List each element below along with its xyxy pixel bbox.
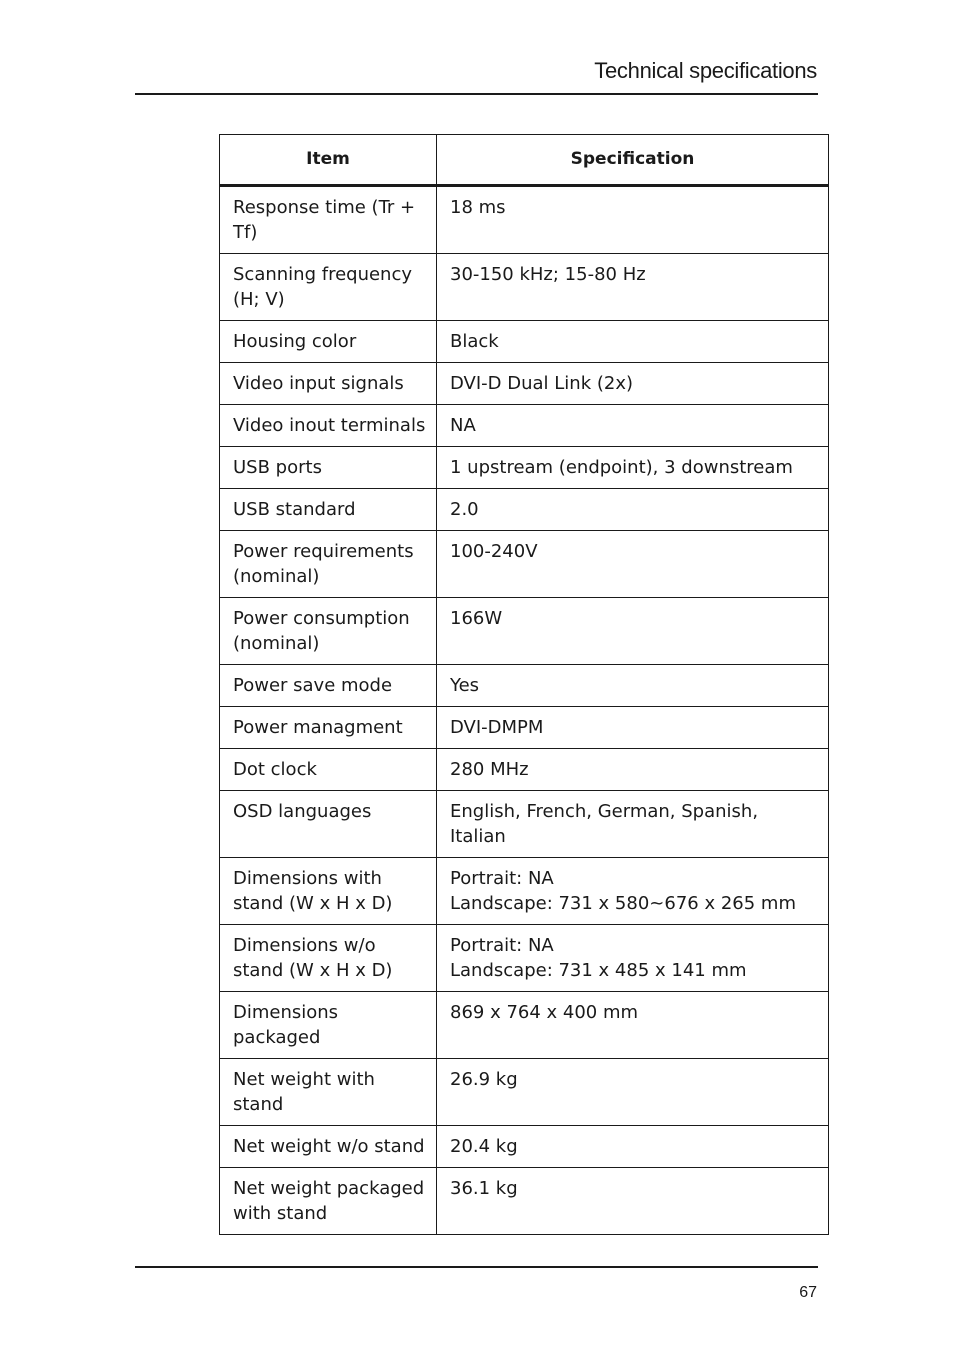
specification-cell bbox=[437, 992, 829, 1059]
table-row bbox=[220, 749, 829, 791]
specification-line: DVI-D Dual Link (2x) bbox=[450, 373, 633, 394]
specification-line: Black bbox=[450, 331, 499, 352]
item-cell: Video input signals bbox=[220, 363, 437, 405]
table-row bbox=[220, 1126, 829, 1168]
item-cell: Dimensions packaged bbox=[220, 992, 437, 1059]
specifications-table bbox=[219, 134, 829, 1235]
page-number: 67 bbox=[799, 1284, 817, 1301]
footer-rule bbox=[135, 1266, 818, 1268]
specification-cell bbox=[437, 405, 829, 447]
specification-line: 30-150 kHz; 15-80 Hz bbox=[450, 264, 646, 285]
specification-cell bbox=[437, 925, 829, 992]
specification-line: NA bbox=[450, 415, 476, 436]
item-cell: Video inout terminals bbox=[220, 405, 437, 447]
specification-line: 280 MHz bbox=[450, 759, 529, 780]
specification-line: 166W bbox=[450, 608, 503, 629]
specification-cell bbox=[437, 321, 829, 363]
table-row bbox=[220, 925, 829, 992]
table-row bbox=[220, 447, 829, 489]
table-row bbox=[220, 1059, 829, 1126]
specification-line: English, French, German, Spanish, Italian bbox=[450, 801, 759, 847]
specification-cell bbox=[437, 707, 829, 749]
item-cell: USB standard bbox=[220, 489, 437, 531]
specification-line: 26.9 kg bbox=[450, 1069, 518, 1090]
table-row bbox=[220, 254, 829, 321]
specification-cell bbox=[437, 665, 829, 707]
item-cell: Net weight with stand bbox=[220, 1059, 437, 1126]
specification-cell bbox=[437, 186, 829, 254]
table-row bbox=[220, 707, 829, 749]
item-cell: Housing color bbox=[220, 321, 437, 363]
specification-line: Yes bbox=[450, 675, 480, 696]
specification-line: Landscape: 731 x 485 x 141 mm bbox=[450, 960, 747, 981]
specification-cell bbox=[437, 363, 829, 405]
specification-cell bbox=[437, 254, 829, 321]
table-row bbox=[220, 858, 829, 925]
specification-line: Portrait: NA bbox=[450, 868, 554, 889]
specification-line: 36.1 kg bbox=[450, 1178, 518, 1199]
column-header-item: Item bbox=[220, 135, 437, 186]
item-cell: Net weight w/o stand bbox=[220, 1126, 437, 1168]
table-row bbox=[220, 363, 829, 405]
item-cell: USB ports bbox=[220, 447, 437, 489]
table-row bbox=[220, 186, 829, 254]
specification-cell bbox=[437, 791, 829, 858]
specification-cell bbox=[437, 531, 829, 598]
specification-line: 18 ms bbox=[450, 197, 506, 218]
table-row bbox=[220, 598, 829, 665]
table-row bbox=[220, 405, 829, 447]
specification-line: 20.4 kg bbox=[450, 1136, 518, 1157]
specification-cell bbox=[437, 598, 829, 665]
table-row bbox=[220, 531, 829, 598]
specification-cell bbox=[437, 1168, 829, 1235]
header-rule bbox=[135, 93, 818, 95]
item-cell: Scanning frequency (H; V) bbox=[220, 254, 437, 321]
item-cell: Dimensions with stand (W x H x D) bbox=[220, 858, 437, 925]
table-row bbox=[220, 791, 829, 858]
table-row bbox=[220, 489, 829, 531]
item-cell: Response time (Tr + Tf) bbox=[220, 186, 437, 254]
item-cell: Dot clock bbox=[220, 749, 437, 791]
item-cell: Power save mode bbox=[220, 665, 437, 707]
item-cell: Power requirements (nominal) bbox=[220, 531, 437, 598]
table-row bbox=[220, 992, 829, 1059]
table-row bbox=[220, 1168, 829, 1235]
specification-line: 2.0 bbox=[450, 499, 479, 520]
specification-cell bbox=[437, 749, 829, 791]
specification-line: 1 upstream (endpoint), 3 downstream bbox=[450, 457, 793, 478]
specification-line: DVI-DMPM bbox=[450, 717, 544, 738]
table-body bbox=[220, 186, 829, 1235]
item-cell: Dimensions w/o stand (W x H x D) bbox=[220, 925, 437, 992]
specification-line: Portrait: NA bbox=[450, 935, 554, 956]
column-header-specification: Specification bbox=[437, 135, 829, 186]
table-row bbox=[220, 321, 829, 363]
specification-line: Landscape: 731 x 580~676 x 265 mm bbox=[450, 893, 796, 914]
item-cell: Power consumption (nominal) bbox=[220, 598, 437, 665]
specification-cell bbox=[437, 447, 829, 489]
specification-cell bbox=[437, 1126, 829, 1168]
specification-line: 100-240V bbox=[450, 541, 538, 562]
item-cell: Net weight packaged with stand bbox=[220, 1168, 437, 1235]
page-header-title: Technical specifications bbox=[594, 58, 817, 83]
specification-cell bbox=[437, 858, 829, 925]
item-cell: Power managment bbox=[220, 707, 437, 749]
table-row bbox=[220, 665, 829, 707]
item-cell: OSD languages bbox=[220, 791, 437, 858]
table-header-row bbox=[220, 135, 829, 186]
specification-cell bbox=[437, 1059, 829, 1126]
specification-cell bbox=[437, 489, 829, 531]
specification-line: 869 x 764 x 400 mm bbox=[450, 1002, 639, 1023]
